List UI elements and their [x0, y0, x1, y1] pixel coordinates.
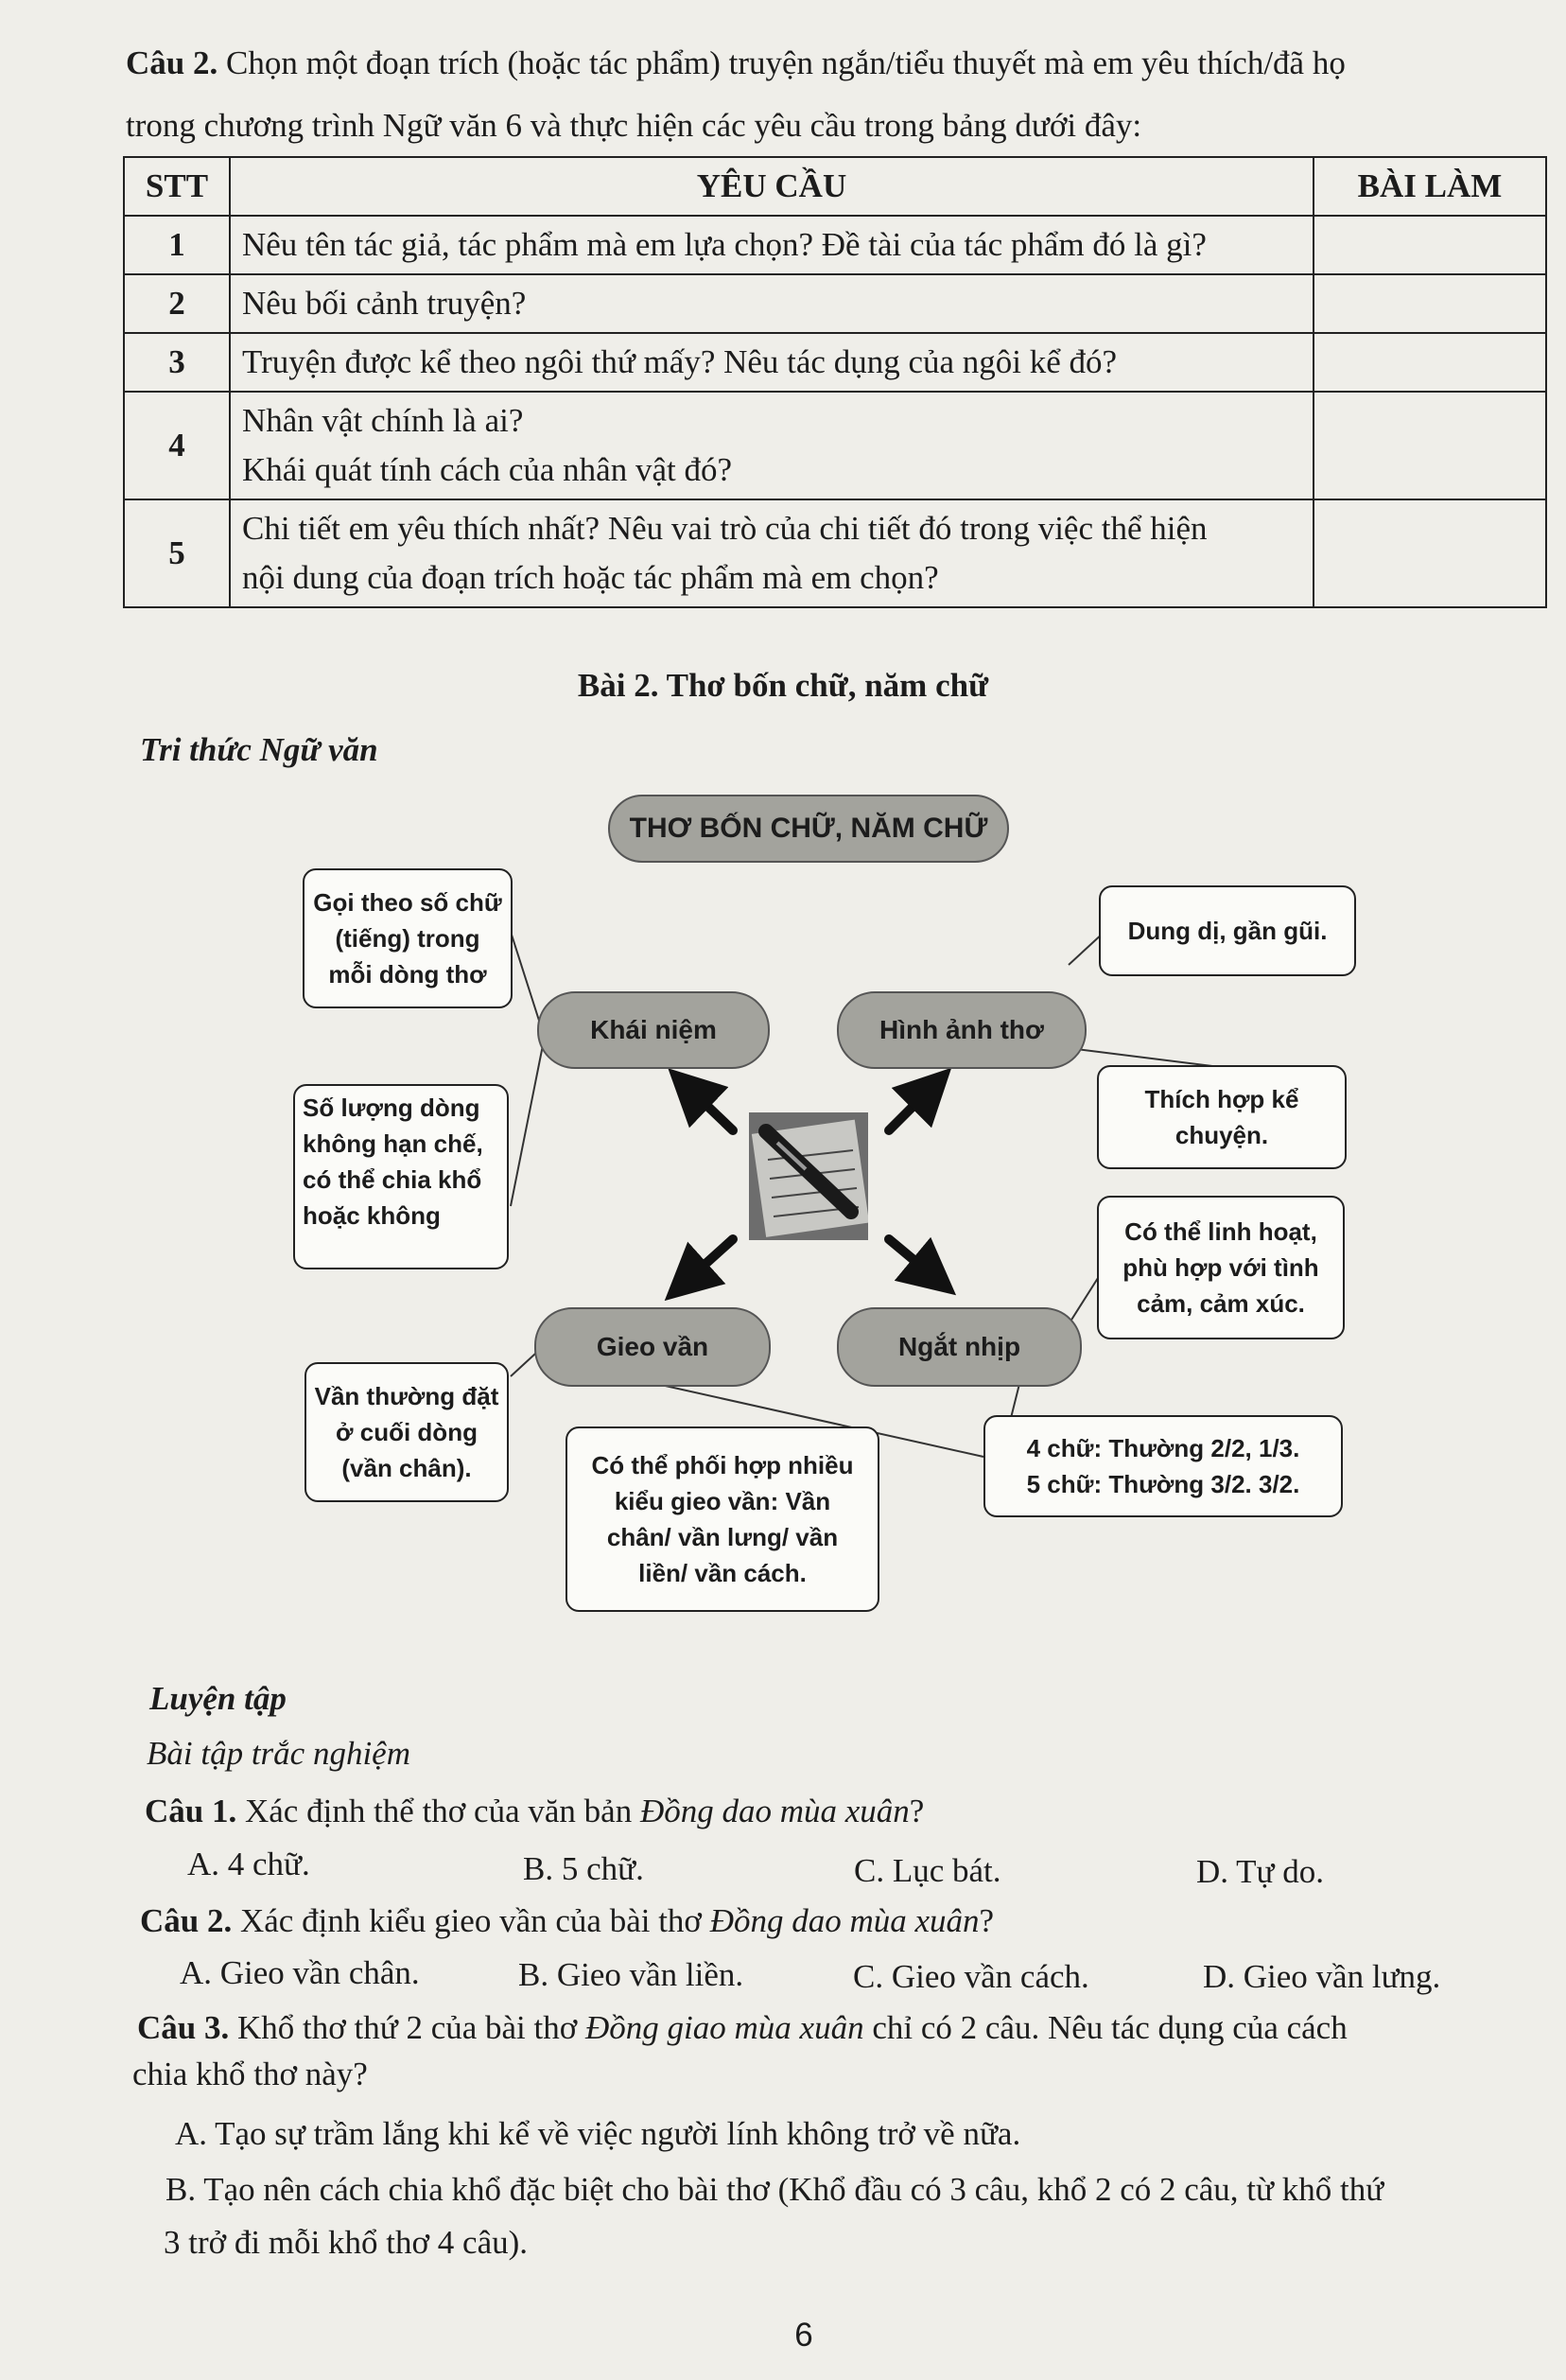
lesson-title: Bài 2. Thơ bốn chữ, năm chữ	[577, 667, 989, 704]
question-label: Câu 2.	[140, 1902, 233, 1939]
note-line: 4 chữ: Thường 2/2, 1/3.	[1026, 1434, 1300, 1462]
question-text: Chọn một đoạn trích (hoặc tác phẩm) truyện ngắn/tiểu thuyết mà em yêu thích/đã họ	[226, 44, 1346, 81]
note-gieo-van-1	[304, 1362, 509, 1502]
row-requirement: Nêu tên tác giả, tác phẩm mà em lựa chọn? Đề tài của tác phẩm đó là gì?	[230, 216, 1314, 274]
question-label: Câu 3.	[137, 2009, 230, 2046]
work-title: Đồng giao mùa xuân	[585, 2009, 864, 2046]
arrow-gieo-van	[686, 1239, 733, 1282]
note-gieo-van-2	[566, 1426, 879, 1612]
q1-option-c[interactable]: C. Lục bát.	[854, 1852, 1001, 1889]
row-requirement-line: Chi tiết em yêu thích nhất? Nêu vai trò của chi tiết đó trong việc thể hiện	[242, 510, 1208, 547]
q3-option-b[interactable]: B. Tạo nên cách chia khổ đặc biệt cho bài thơ (Khổ đầu có 3 câu, khổ 2 có 2 câu, từ khổ thứ	[165, 2171, 1384, 2208]
note-line: Có thể phối hợp nhiều	[591, 1451, 854, 1479]
row-requirement-line: nội dung của đoạn trích hoặc tác phẩm mà em chọn?	[242, 559, 939, 596]
question-text: Khổ thơ thứ 2 của bài thơ	[237, 2009, 586, 2046]
note-line: chuyện.	[1174, 1121, 1269, 1149]
note-line: (tiếng) trong	[335, 924, 480, 953]
question-text: Xác định kiểu gieo vần của bài thơ	[240, 1902, 710, 1939]
question-end: ?	[979, 1902, 995, 1939]
question-2-line2: trong chương trình Ngữ văn 6 và thực hiện các yêu cầu trong bảng dưới đây:	[126, 107, 1142, 144]
question-label: Câu 1.	[145, 1793, 237, 1829]
pen-on-paper-image	[749, 1112, 868, 1240]
arrow-hinh-anh	[889, 1088, 931, 1130]
question-text: Xác định thể thơ của văn bản	[245, 1793, 640, 1829]
note-line: cảm, cảm xúc.	[1137, 1289, 1305, 1318]
row-stt: 4	[124, 392, 230, 499]
row-requirement: Nêu bối cảnh truyện?	[230, 274, 1314, 333]
note-line: hoặc không	[303, 1201, 441, 1230]
note-line: phù hợp với tình	[1122, 1253, 1319, 1282]
question-label: Câu 2.	[126, 44, 218, 81]
arrow-khai-niem	[688, 1088, 733, 1130]
note-line: mỗi dòng thơ	[328, 960, 487, 989]
note-line: (vần chân).	[341, 1454, 472, 1482]
note-hinh-anh-2	[1097, 1065, 1347, 1169]
note-line: 5 chữ: Thường 3/2. 3/2.	[1026, 1470, 1300, 1498]
node-khai-niem: Khái niệm	[537, 991, 770, 1069]
note-line: Vần thường đặt	[314, 1382, 499, 1410]
q2-option-d[interactable]: D. Gieo vần lưng.	[1203, 1958, 1441, 1995]
row-requirement-line: Nhân vật chính là ai?	[242, 402, 524, 439]
work-title: Đồng dao mùa xuân	[639, 1793, 910, 1829]
q2-option-b[interactable]: B. Gieo vần liền.	[518, 1956, 744, 1993]
practice-title: Luyện tập	[149, 1680, 287, 1717]
practice-subtitle: Bài tập trắc nghiệm	[147, 1735, 410, 1772]
node-gieo-van: Gieo vần	[534, 1307, 771, 1387]
note-hinh-anh-1: Dung dị, gần gũi.	[1099, 885, 1356, 976]
question-end: ?	[909, 1793, 925, 1829]
note-line: Có thể linh hoạt,	[1124, 1217, 1317, 1246]
note-line: có thể chia khổ	[303, 1165, 482, 1194]
quiz-question-2	[140, 1899, 994, 1943]
header-bai-lam: BÀI LÀM	[1314, 157, 1546, 216]
header-stt: STT	[124, 157, 230, 216]
note-line: không hạn chế,	[303, 1129, 483, 1158]
note-ngat-nhip-1	[1097, 1196, 1345, 1339]
section-title: Tri thức Ngữ văn	[140, 731, 378, 768]
q1-option-d[interactable]: D. Tự do.	[1196, 1853, 1324, 1890]
note-line: kiểu gieo vần: Vần	[614, 1487, 831, 1515]
arrow-ngat-nhip	[889, 1239, 934, 1277]
node-hinh-anh-tho: Hình ảnh thơ	[837, 991, 1087, 1069]
q1-option-b[interactable]: B. 5 chữ.	[523, 1850, 644, 1887]
row-stt: 3	[124, 333, 230, 392]
note-line: liền/ vần cách.	[638, 1559, 807, 1587]
note-ngat-nhip-2	[983, 1415, 1343, 1517]
header-yeu-cau: YÊU CẦU	[230, 157, 1314, 216]
question-3-line2: chia khổ thơ này?	[132, 2056, 368, 2092]
node-ngat-nhip: Ngắt nhịp	[837, 1307, 1082, 1387]
row-requirement: Truyện được kể theo ngôi thứ mấy? Nêu tác dụng của ngôi kể đó?	[230, 333, 1314, 392]
mindmap-center-title: THƠ BỐN CHỮ, NĂM CHỮ	[608, 795, 1009, 863]
note-khai-niem-2	[293, 1084, 509, 1269]
row-stt: 1	[124, 216, 230, 274]
q2-option-c[interactable]: C. Gieo vần cách.	[853, 1958, 1089, 1995]
work-title: Đồng dao mùa xuân	[709, 1902, 980, 1939]
note-line: Thích hợp kể	[1144, 1085, 1299, 1113]
note-khai-niem-1	[303, 868, 513, 1008]
note-line: Số lượng dòng	[303, 1094, 480, 1122]
page-number: 6	[794, 2317, 813, 2354]
q3-option-a[interactable]: A. Tạo sự trầm lắng khi kể về việc người lính không trở về nữa.	[175, 2115, 1021, 2152]
note-line: chân/ vần lưng/ vần	[606, 1523, 839, 1551]
note-line: Gọi theo số chữ	[313, 888, 502, 917]
note-line: ở cuối dòng	[336, 1418, 478, 1446]
question-text: chỉ có 2 câu. Nêu tác dụng của cách	[863, 2009, 1348, 2046]
quiz-question-1	[145, 1790, 924, 1833]
quiz-question-3	[137, 2006, 1348, 2050]
row-stt: 5	[124, 499, 230, 607]
q1-option-a[interactable]: A. 4 chữ.	[187, 1846, 310, 1882]
q2-option-a[interactable]: A. Gieo vần chân.	[180, 1954, 420, 1991]
row-requirement-line: Khái quát tính cách của nhân vật đó?	[242, 451, 732, 488]
q3-option-b-cont: 3 trở đi mỗi khổ thơ 4 câu).	[164, 2224, 529, 2261]
row-stt: 2	[124, 274, 230, 333]
